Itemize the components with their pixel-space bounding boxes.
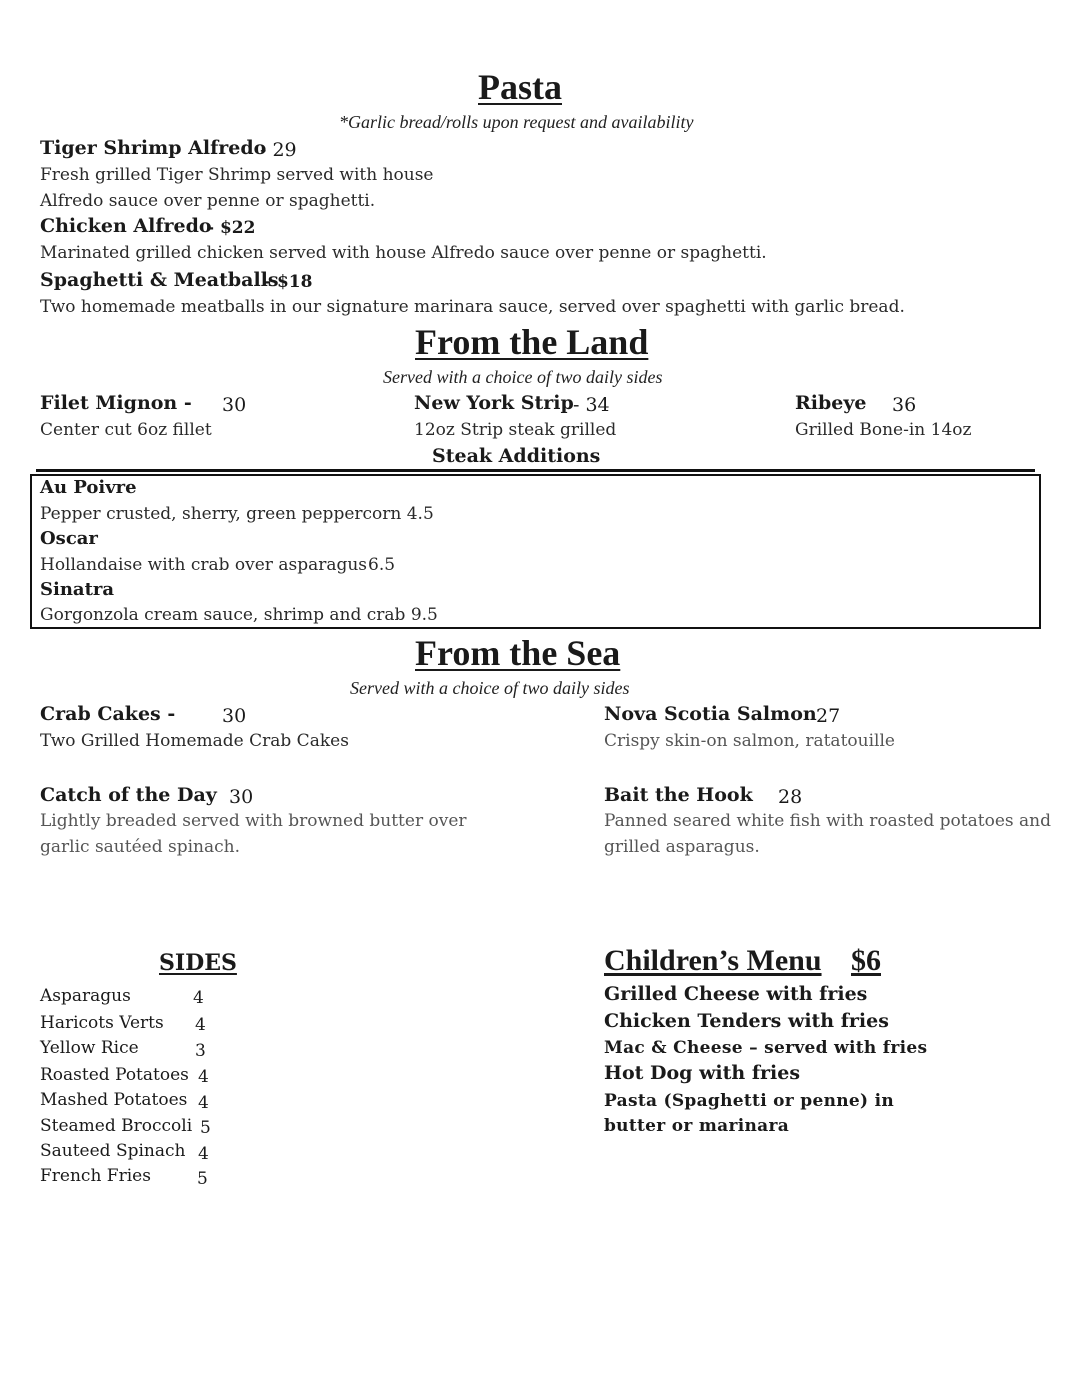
children-menu-price: $6 xyxy=(851,944,881,977)
pasta-item-price: - 29 xyxy=(260,139,297,161)
pasta-item-name: Spaghetti & Meatballs xyxy=(40,269,279,291)
land-item-name: Filet Mignon - xyxy=(40,392,192,414)
pasta-item-name: Tiger Shrimp Alfredo xyxy=(40,137,267,159)
children-menu-title: Children’s Menu xyxy=(604,944,822,977)
side-name: Sauteed Spinach xyxy=(40,1141,186,1161)
children-item: butter or marinara xyxy=(604,1116,790,1136)
addition-price: 6.5 xyxy=(368,555,396,575)
divider xyxy=(36,469,1035,472)
pasta-item-name: Chicken Alfredo xyxy=(40,215,212,237)
land-item-price: 36 xyxy=(892,394,917,416)
sea-item-name: Nova Scotia Salmon xyxy=(604,703,817,725)
pasta-title: Pasta xyxy=(478,67,562,107)
addition-desc: Hollandaise with crab over asparagus xyxy=(40,555,368,575)
sea-item-price: 27 xyxy=(816,705,841,727)
sea-item-desc: Crispy skin-on salmon, ratatouille xyxy=(604,731,895,751)
steak-additions-title: Steak Additions xyxy=(432,445,601,467)
land-item-desc: Grilled Bone-in 14oz xyxy=(795,420,972,440)
side-price: 5 xyxy=(200,1118,211,1138)
side-price: 4 xyxy=(198,1144,209,1164)
sea-item-price: 30 xyxy=(222,705,247,727)
addition-desc: Gorgonzola cream sauce, shrimp and crab 9.5 xyxy=(40,605,438,625)
land-item-desc: Center cut 6oz fillet xyxy=(40,420,212,440)
sea-item-price: 30 xyxy=(229,786,254,808)
sea-item-name: Crab Cakes - xyxy=(40,703,176,725)
land-item-price: - 34 xyxy=(573,394,610,416)
land-item-desc: 12oz Strip steak grilled xyxy=(414,420,617,440)
side-price: 4 xyxy=(198,1067,209,1087)
side-name: Asparagus xyxy=(40,986,131,1006)
addition-name: Oscar xyxy=(40,528,98,549)
side-price: 4 xyxy=(195,1015,206,1035)
side-name: Steamed Broccoli xyxy=(40,1116,193,1136)
sea-title: From the Sea xyxy=(415,633,621,673)
side-price: 5 xyxy=(197,1169,208,1189)
side-name: Haricots Verts xyxy=(40,1013,164,1033)
side-name: Yellow Rice xyxy=(40,1038,139,1058)
children-item: Chicken Tenders with fries xyxy=(604,1010,889,1032)
sea-item-desc: grilled asparagus. xyxy=(604,837,760,857)
addition-name: Sinatra xyxy=(40,579,115,600)
side-price: 4 xyxy=(193,988,204,1008)
sea-item-desc: Panned seared white fish with roasted potatoes and xyxy=(604,811,1051,831)
land-title: From the Land xyxy=(415,322,649,362)
sea-item-name: Bait the Hook xyxy=(604,784,753,806)
land-subtitle: Served with a choice of two daily sides xyxy=(383,367,663,387)
side-price: 3 xyxy=(195,1041,206,1061)
children-item: Grilled Cheese with fries xyxy=(604,983,868,1005)
side-name: Mashed Potatoes xyxy=(40,1090,188,1110)
pasta-item-desc: Alfredo sauce over penne or spaghetti. xyxy=(40,191,376,211)
land-item-price: 30 xyxy=(222,394,247,416)
sea-item-price: 28 xyxy=(778,786,803,808)
addition-name: Au Poivre xyxy=(40,477,137,498)
children-item: Hot Dog with fries xyxy=(604,1062,801,1084)
pasta-item-price: - $22 xyxy=(207,218,256,238)
pasta-note: *Garlic bread/rolls upon request and availability xyxy=(339,112,694,132)
sea-item-desc: Lightly breaded served with browned butter over xyxy=(40,811,467,831)
sides-title: SIDES xyxy=(159,950,237,976)
land-item-name: New York Strip xyxy=(414,392,574,414)
side-name: Roasted Potatoes xyxy=(40,1065,189,1085)
sea-item-name: Catch of the Day xyxy=(40,784,217,806)
pasta-item-desc: Fresh grilled Tiger Shrimp served with house xyxy=(40,165,434,185)
pasta-item-desc: Marinated grilled chicken served with house Alfredo sauce over penne or spaghetti. xyxy=(40,243,767,263)
children-item: Mac & Cheese – served with fries xyxy=(604,1038,928,1058)
pasta-item-price: - $18 xyxy=(264,272,313,292)
side-price: 4 xyxy=(198,1093,209,1113)
addition-desc: Pepper crusted, sherry, green peppercorn 4.5 xyxy=(40,504,434,524)
sea-item-desc: Two Grilled Homemade Crab Cakes xyxy=(40,731,349,751)
children-item: Pasta (Spaghetti or penne) in xyxy=(604,1091,894,1111)
land-item-name: Ribeye xyxy=(795,392,867,414)
pasta-item-desc: Two homemade meatballs in our signature marinara sauce, served over spaghetti with garlic bread. xyxy=(40,297,905,317)
side-name: French Fries xyxy=(40,1166,151,1186)
sea-subtitle: Served with a choice of two daily sides xyxy=(350,678,630,698)
sea-item-desc: garlic sautéed spinach. xyxy=(40,837,240,857)
